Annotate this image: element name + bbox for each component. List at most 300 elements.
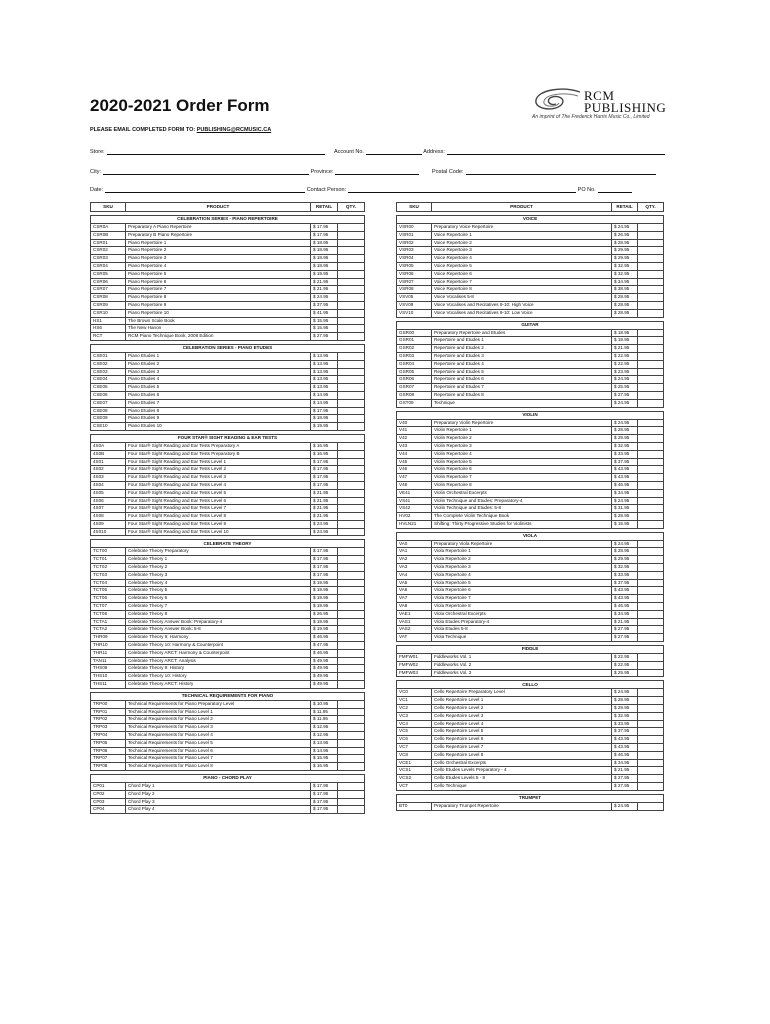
- qty-header: QTY.: [638, 203, 664, 212]
- qty-input-cell[interactable]: [338, 224, 365, 232]
- retail-cell: $ 29.95: [612, 705, 638, 713]
- sku-cell: TCT06: [91, 595, 126, 603]
- qty-input-cell[interactable]: [338, 481, 365, 489]
- retail-cell: $ 37.95: [311, 301, 338, 309]
- sku-cell: VSR05: [397, 262, 432, 270]
- sku-cell: VAS1: [397, 618, 432, 626]
- product-cell: Piano Repertoire 3: [126, 255, 311, 263]
- product-cell: Celebrate Theory 10: History: [126, 673, 311, 681]
- product-cell: Preparatory Trumpet Repertoire: [432, 802, 612, 810]
- product-cell: Preparatory Violin Repertoire: [432, 419, 612, 427]
- qty-input-cell[interactable]: [638, 286, 664, 294]
- retail-cell: $ 29.95: [612, 556, 638, 564]
- qty-input-cell[interactable]: [638, 736, 664, 744]
- product-cell: Piano Repertoire 2: [126, 247, 311, 255]
- qty-input-cell[interactable]: [338, 587, 365, 595]
- qty-input-cell[interactable]: [338, 642, 365, 650]
- product-cell: Chord Play 2: [126, 790, 311, 798]
- qty-input-cell[interactable]: [338, 649, 365, 657]
- qty-input-cell[interactable]: [338, 399, 365, 407]
- contact-field[interactable]: [348, 186, 576, 193]
- qty-input-cell[interactable]: [638, 579, 664, 587]
- qty-input-cell[interactable]: [338, 376, 365, 384]
- product-cell: Four Star® Sight Reading and Ear Tests Preparatory B: [126, 450, 311, 458]
- retail-cell: $ 11.95: [311, 716, 338, 724]
- product-cell: Chord Play 3: [126, 798, 311, 806]
- product-row: [397, 239, 664, 247]
- qty-input-cell[interactable]: [338, 497, 365, 505]
- product-cell: Preparatory Repertoire and Etudes: [432, 329, 612, 337]
- account-field[interactable]: [366, 148, 422, 155]
- product-row: [91, 798, 365, 806]
- product-row: [91, 384, 365, 392]
- retail-cell: $ 17.95: [311, 474, 338, 482]
- qty-input-cell[interactable]: [338, 556, 365, 564]
- sku-cell: 4S09: [91, 520, 126, 528]
- sku-cell: CSE05: [91, 384, 126, 392]
- sku-cell: VC7: [397, 744, 432, 752]
- product-cell: Violin Orchestral Excerpts: [432, 489, 612, 497]
- product-cell: Celebrate Theory 1: [126, 556, 311, 564]
- retail-cell: $ 32.95: [612, 712, 638, 720]
- retail-cell: $ 43.95: [612, 466, 638, 474]
- product-cell: Cello Repertoire Level 3: [432, 712, 612, 720]
- retail-cell: $ 21.95: [612, 618, 638, 626]
- product-cell: Voice Repertoire 6: [432, 270, 612, 278]
- qty-input-cell[interactable]: [338, 231, 365, 239]
- qty-input-cell[interactable]: [338, 626, 365, 634]
- product-cell: Piano Etudes 1: [126, 352, 311, 360]
- product-header: PRODUCT: [126, 203, 311, 212]
- qty-input-cell[interactable]: [338, 595, 365, 603]
- qty-input-cell[interactable]: [338, 286, 365, 294]
- retail-cell: $ 19.95: [612, 337, 638, 345]
- brand-tagline: An imprint of The Frederick Harris Music Co., Limited: [532, 114, 650, 120]
- qty-input-cell[interactable]: [338, 458, 365, 466]
- qty-input-cell[interactable]: [638, 654, 664, 662]
- qty-input-cell[interactable]: [638, 345, 664, 353]
- product-cell: Cello Repertoire Level 6: [432, 736, 612, 744]
- retail-cell: $ 13.95: [311, 352, 338, 360]
- sku-cell: TRP05: [91, 739, 126, 747]
- qty-input-cell[interactable]: [338, 360, 365, 368]
- qty-input-cell[interactable]: [338, 755, 365, 763]
- qty-input-cell[interactable]: [338, 270, 365, 278]
- qty-input-cell[interactable]: [638, 435, 664, 443]
- product-cell: Violin Repertoire 1: [432, 427, 612, 435]
- store-field[interactable]: [107, 148, 325, 155]
- sku-cell: TRP07: [91, 755, 126, 763]
- retail-cell: $ 49.95: [311, 673, 338, 681]
- qty-input-cell[interactable]: [338, 294, 365, 302]
- retail-cell: $ 46.95: [612, 603, 638, 611]
- retail-cell: $ 29.95: [612, 255, 638, 263]
- product-cell: Voice Vocalises and Recitatives 9-10: High Voice: [432, 301, 612, 309]
- qty-input-cell[interactable]: [638, 309, 664, 317]
- qty-input-cell[interactable]: [638, 419, 664, 427]
- retail-cell: $ 34.95: [612, 759, 638, 767]
- section-title: TRUMPET: [397, 794, 664, 802]
- qty-input-cell[interactable]: [638, 481, 664, 489]
- retail-cell: $ 22.95: [612, 654, 638, 662]
- qty-input-cell[interactable]: [338, 798, 365, 806]
- qty-input-cell[interactable]: [338, 634, 365, 642]
- qty-input-cell[interactable]: [338, 657, 365, 665]
- product-row: [91, 673, 365, 681]
- qty-input-cell[interactable]: [638, 442, 664, 450]
- qty-input-cell[interactable]: [638, 720, 664, 728]
- qty-input-cell[interactable]: [338, 247, 365, 255]
- qty-input-cell[interactable]: [638, 231, 664, 239]
- sku-cell: 4S0A: [91, 442, 126, 450]
- product-row: [397, 720, 664, 728]
- qty-input-cell[interactable]: [338, 724, 365, 732]
- qty-input-cell[interactable]: [638, 556, 664, 564]
- section-header-row: [397, 532, 664, 540]
- section-title: CELEBRATION SERIES - PIANO REPERTOIRE: [91, 216, 365, 224]
- product-row: [397, 736, 664, 744]
- retail-cell: $ 13.95: [311, 384, 338, 392]
- qty-input-cell[interactable]: [638, 352, 664, 360]
- product-row: [397, 579, 664, 587]
- qty-input-cell[interactable]: [638, 301, 664, 309]
- product-cell: Preparatory B Piano Repertoire: [126, 231, 311, 239]
- retail-cell: $ 47.95: [311, 642, 338, 650]
- sku-cell: TCT03: [91, 571, 126, 579]
- qty-input-cell[interactable]: [638, 595, 664, 603]
- qty-input-cell[interactable]: [638, 337, 664, 345]
- product-cell: Viola Repertoire 5: [432, 579, 612, 587]
- sku-cell: TRP02: [91, 716, 126, 724]
- qty-input-cell[interactable]: [638, 399, 664, 407]
- qty-input-cell[interactable]: [338, 407, 365, 415]
- qty-input-cell[interactable]: [638, 705, 664, 713]
- sku-cell: V48: [397, 481, 432, 489]
- sku-cell: GSR08: [397, 391, 432, 399]
- retail-cell: $ 49.95: [311, 657, 338, 665]
- qty-input-cell[interactable]: [638, 497, 664, 505]
- qty-input-cell[interactable]: [638, 376, 664, 384]
- qty-input-cell[interactable]: [338, 732, 365, 740]
- qty-input-cell[interactable]: [638, 278, 664, 286]
- qty-input-cell[interactable]: [638, 239, 664, 247]
- qty-input-cell[interactable]: [338, 309, 365, 317]
- qty-input-cell[interactable]: [338, 423, 365, 431]
- sku-cell: CP01: [91, 783, 126, 791]
- qty-input-cell[interactable]: [338, 489, 365, 497]
- qty-input-cell[interactable]: [638, 255, 664, 263]
- sku-cell: GSR04: [397, 360, 432, 368]
- qty-input-cell[interactable]: [338, 384, 365, 392]
- qty-input-cell[interactable]: [638, 783, 664, 791]
- postal-field[interactable]: [466, 168, 656, 175]
- sku-cell: 4S0B: [91, 450, 126, 458]
- retail-cell: $ 17.95: [311, 231, 338, 239]
- qty-input-cell[interactable]: [338, 333, 365, 341]
- qty-input-cell[interactable]: [638, 329, 664, 337]
- product-cell: Repertoire and Etudes 2: [432, 345, 612, 353]
- qty-input-cell[interactable]: [638, 489, 664, 497]
- qty-input-cell[interactable]: [638, 564, 664, 572]
- sku-cell: VSR04: [397, 255, 432, 263]
- qty-input-cell[interactable]: [338, 739, 365, 747]
- section-title: PIANO - CHORD PLAY: [91, 775, 365, 783]
- sku-cell: BT0: [397, 802, 432, 810]
- qty-input-cell[interactable]: [638, 520, 664, 528]
- retail-cell: $ 38.95: [612, 286, 638, 294]
- product-cell: Piano Etudes 4: [126, 376, 311, 384]
- product-row: [397, 783, 664, 791]
- province-field[interactable]: [335, 168, 419, 175]
- product-row: [91, 481, 365, 489]
- qty-input-cell[interactable]: [338, 505, 365, 513]
- qty-input-cell[interactable]: [338, 325, 365, 333]
- product-row: [91, 442, 365, 450]
- product-cell: Celebrate Theory Answer Book: 5-8: [126, 626, 311, 634]
- qty-input-cell[interactable]: [638, 634, 664, 642]
- qty-input-cell[interactable]: [638, 474, 664, 482]
- qty-input-cell[interactable]: [638, 450, 664, 458]
- product-row: [91, 634, 365, 642]
- qty-input-cell[interactable]: [338, 673, 365, 681]
- qty-input-cell[interactable]: [338, 415, 365, 423]
- product-row: [397, 435, 664, 443]
- retail-cell: $ 25.95: [612, 669, 638, 677]
- qty-input-cell[interactable]: [638, 744, 664, 752]
- qty-input-cell[interactable]: [638, 712, 664, 720]
- qty-input-cell[interactable]: [338, 352, 365, 360]
- address-field[interactable]: [447, 148, 665, 155]
- qty-input-cell[interactable]: [638, 391, 664, 399]
- retail-cell: $ 49.95: [311, 681, 338, 689]
- qty-input-cell[interactable]: [638, 505, 664, 513]
- product-cell: Four Star® Sight Reading and Ear Tests Preparatory A: [126, 442, 311, 450]
- product-row: [91, 755, 365, 763]
- qty-input-cell[interactable]: [338, 763, 365, 771]
- product-cell: Repertoire and Etudes 6: [432, 376, 612, 384]
- qty-input-cell[interactable]: [638, 548, 664, 556]
- product-row: [91, 325, 365, 333]
- qty-input-cell[interactable]: [338, 783, 365, 791]
- qty-input-cell[interactable]: [638, 384, 664, 392]
- sku-cell: CSR10: [91, 309, 126, 317]
- qty-input-cell[interactable]: [338, 716, 365, 724]
- retail-cell: $ 22.95: [612, 360, 638, 368]
- product-row: [397, 728, 664, 736]
- product-cell: Celebrate Theory ARCT: Harmony & Counterpoint: [126, 649, 311, 657]
- product-row: [91, 548, 365, 556]
- rcm-logo: [528, 84, 668, 124]
- qty-input-cell[interactable]: [638, 775, 664, 783]
- qty-input-cell[interactable]: [338, 466, 365, 474]
- sku-cell: VA3: [397, 564, 432, 572]
- product-cell: Cello Repertoire Level 4: [432, 720, 612, 728]
- qty-input-cell[interactable]: [338, 278, 365, 286]
- product-cell: Viola Etudes 5-8: [432, 626, 612, 634]
- qty-input-cell[interactable]: [638, 697, 664, 705]
- sku-cell: TCT02: [91, 564, 126, 572]
- product-row: [91, 603, 365, 611]
- qty-input-cell[interactable]: [638, 224, 664, 232]
- retail-cell: $ 34.95: [612, 278, 638, 286]
- retail-cell: $ 49.95: [311, 665, 338, 673]
- section-title: TECHNICAL REQUIREMENTS FOR PIANO: [91, 692, 365, 700]
- qty-input-cell[interactable]: [638, 294, 664, 302]
- product-cell: Viola Repertoire 8: [432, 603, 612, 611]
- qty-input-cell[interactable]: [338, 317, 365, 325]
- product-header: PRODUCT: [432, 203, 612, 212]
- retail-cell: $ 34.95: [612, 489, 638, 497]
- qty-input-cell[interactable]: [638, 728, 664, 736]
- retail-cell: $ 18.95: [612, 329, 638, 337]
- product-cell: Cello Repertoire Level 8: [432, 751, 612, 759]
- qty-input-cell[interactable]: [338, 368, 365, 376]
- product-row: [91, 407, 365, 415]
- sku-cell: 4S08: [91, 513, 126, 521]
- date-field[interactable]: [105, 186, 305, 193]
- product-cell: Piano Repertoire 10: [126, 309, 311, 317]
- qty-input-cell[interactable]: [638, 767, 664, 775]
- city-field[interactable]: [103, 168, 309, 175]
- qty-input-cell[interactable]: [638, 360, 664, 368]
- qty-input-cell[interactable]: [338, 790, 365, 798]
- qty-input-cell[interactable]: [638, 270, 664, 278]
- sku-cell: CSE01: [91, 352, 126, 360]
- retail-cell: $ 11.95: [311, 708, 338, 716]
- qty-input-cell[interactable]: [338, 665, 365, 673]
- section-title: CELLO: [397, 681, 664, 689]
- qty-input-cell[interactable]: [338, 747, 365, 755]
- qty-input-cell[interactable]: [338, 255, 365, 263]
- qty-input-cell[interactable]: [338, 681, 365, 689]
- product-cell: Piano Repertoire 5: [126, 270, 311, 278]
- product-cell: Violin Repertoire 6: [432, 466, 612, 474]
- qty-input-cell[interactable]: [638, 247, 664, 255]
- product-cell: Repertoire and Etudes 4: [432, 360, 612, 368]
- qty-input-cell[interactable]: [338, 391, 365, 399]
- qty-input-cell[interactable]: [638, 458, 664, 466]
- product-cell: Piano Repertoire 1: [126, 239, 311, 247]
- sku-cell: 4S06: [91, 497, 126, 505]
- section-header-row: [91, 540, 365, 548]
- qty-input-cell[interactable]: [638, 610, 664, 618]
- qty-input-cell[interactable]: [338, 610, 365, 618]
- product-cell: Celebrate Theory 2: [126, 564, 311, 572]
- qty-input-cell[interactable]: [638, 368, 664, 376]
- sku-cell: 4S05: [91, 489, 126, 497]
- product-row: [397, 634, 664, 642]
- po-field[interactable]: [598, 186, 632, 193]
- qty-input-cell[interactable]: [638, 669, 664, 677]
- retail-cell: $ 19.95: [311, 626, 338, 634]
- brand-line-1: RCM: [584, 88, 615, 103]
- qty-input-cell[interactable]: [338, 708, 365, 716]
- qty-input-cell[interactable]: [338, 528, 365, 536]
- qty-input-cell[interactable]: [638, 626, 664, 634]
- qty-input-cell[interactable]: [638, 661, 664, 669]
- retail-cell: $ 16.95: [311, 450, 338, 458]
- retail-cell: $ 32.95: [612, 442, 638, 450]
- sku-cell: TRP04: [91, 732, 126, 740]
- product-row: [91, 458, 365, 466]
- qty-input-cell[interactable]: [638, 751, 664, 759]
- qty-input-cell[interactable]: [338, 564, 365, 572]
- product-row: [91, 528, 365, 536]
- sku-cell: FMFW01: [397, 654, 432, 662]
- qty-input-cell[interactable]: [638, 513, 664, 521]
- retail-cell: $ 21.95: [311, 278, 338, 286]
- qty-input-cell[interactable]: [638, 466, 664, 474]
- retail-cell: $ 24.95: [311, 528, 338, 536]
- qty-input-cell[interactable]: [338, 262, 365, 270]
- qty-input-cell[interactable]: [338, 700, 365, 708]
- qty-input-cell[interactable]: [638, 689, 664, 697]
- qty-input-cell[interactable]: [638, 802, 664, 810]
- sku-cell: VC4: [397, 720, 432, 728]
- sku-cell: TRP06: [91, 747, 126, 755]
- qty-input-cell[interactable]: [338, 520, 365, 528]
- retail-cell: $ 28.95: [612, 548, 638, 556]
- qty-input-cell[interactable]: [338, 579, 365, 587]
- qty-input-cell[interactable]: [638, 618, 664, 626]
- sku-cell: VA8: [397, 603, 432, 611]
- sku-cell: CP04: [91, 806, 126, 814]
- qty-input-cell[interactable]: [638, 603, 664, 611]
- retail-cell: $ 21.95: [311, 513, 338, 521]
- section-header-row: [91, 216, 365, 224]
- product-cell: Piano Etudes 6: [126, 391, 311, 399]
- product-row: [397, 689, 664, 697]
- sku-cell: VS42: [397, 505, 432, 513]
- sku-cell: VCT: [397, 783, 432, 791]
- left-header-row: [91, 203, 365, 212]
- sku-cell: VA7: [397, 595, 432, 603]
- qty-input-cell[interactable]: [338, 548, 365, 556]
- product-row: [91, 415, 365, 423]
- qty-input-cell[interactable]: [338, 239, 365, 247]
- product-row: [91, 278, 365, 286]
- product-row: [397, 384, 664, 392]
- product-row: [91, 700, 365, 708]
- qty-input-cell[interactable]: [338, 513, 365, 521]
- retail-cell: $ 19.95: [311, 423, 338, 431]
- product-cell: Cello Repertoire Preparatory Level: [432, 689, 612, 697]
- retail-cell: $ 28.95: [612, 309, 638, 317]
- qty-input-cell[interactable]: [638, 540, 664, 548]
- qty-input-cell[interactable]: [338, 806, 365, 814]
- product-cell: Violin Repertoire 7: [432, 474, 612, 482]
- qty-input-cell[interactable]: [638, 262, 664, 270]
- sku-cell: TCTA1: [91, 618, 126, 626]
- qty-input-cell[interactable]: [338, 618, 365, 626]
- qty-input-cell[interactable]: [638, 587, 664, 595]
- qty-input-cell[interactable]: [338, 450, 365, 458]
- qty-input-cell[interactable]: [638, 571, 664, 579]
- product-cell: Cello Repertoire Level 2: [432, 705, 612, 713]
- product-row: [397, 376, 664, 384]
- sku-cell: THS10: [91, 673, 126, 681]
- product-row: [91, 739, 365, 747]
- email-link[interactable]: PUBLISHING@RCMUSIC.CA: [196, 127, 272, 133]
- qty-input-cell[interactable]: [638, 759, 664, 767]
- qty-input-cell[interactable]: [338, 442, 365, 450]
- qty-input-cell[interactable]: [338, 301, 365, 309]
- qty-input-cell[interactable]: [638, 427, 664, 435]
- product-cell: Piano Etudes 8: [126, 407, 311, 415]
- qty-input-cell[interactable]: [338, 571, 365, 579]
- qty-input-cell[interactable]: [338, 603, 365, 611]
- qty-input-cell[interactable]: [338, 474, 365, 482]
